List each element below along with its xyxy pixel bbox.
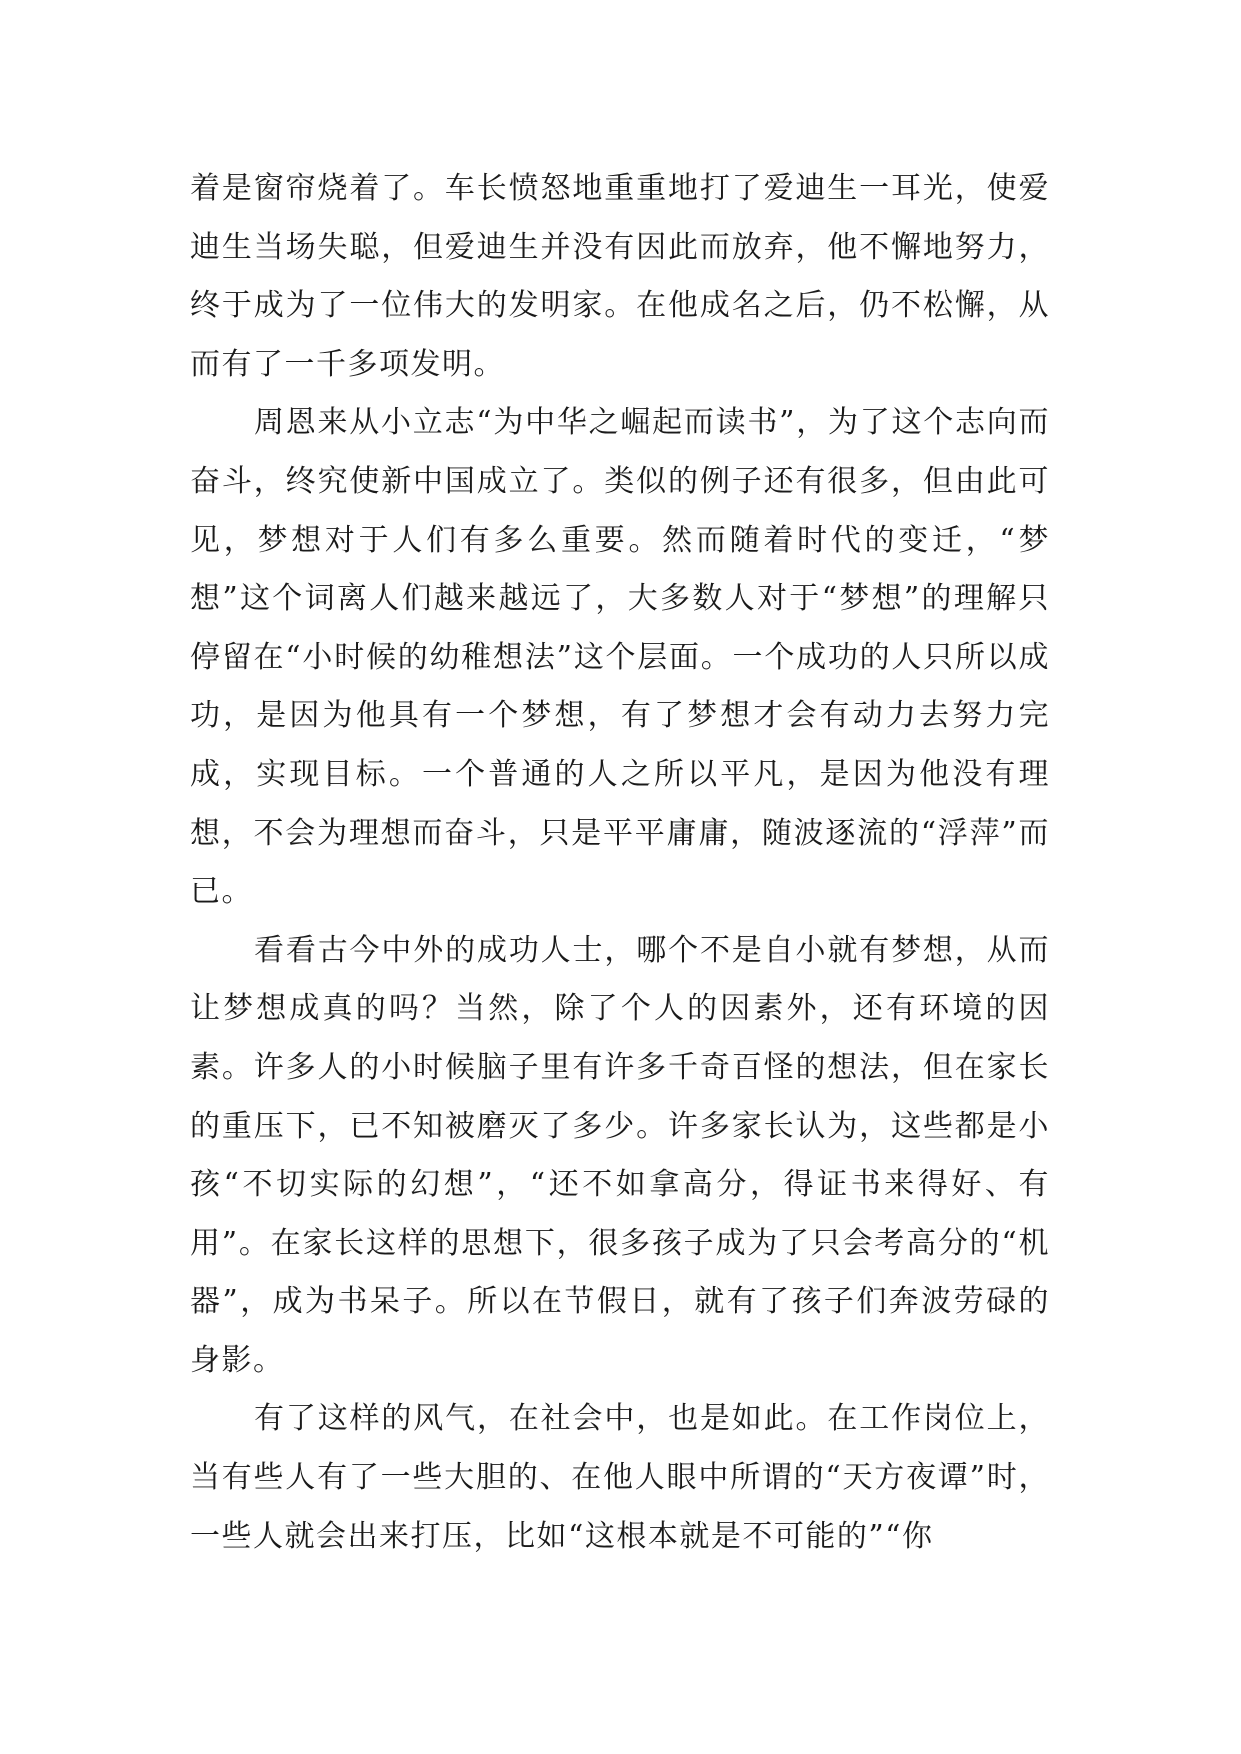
paragraph-successful-people: 看看古今中外的成功人士，哪个不是自小就有梦想，从而让梦想成真的吗？当然，除了个人的因素外，还有环境的因素。许多人的小时候脑子里有许多千奇百怪的想法，但在家长的重压下，已不知被磨灭了多少。许多家长认为，这些都是小孩“不切实际的幻想”，“还不如拿高分，得证书来得好、有用”。在家长这样的思想下，很多孩子成为了只会考高分的“机器”，成为书呆子。所以在节假日，就有了孩子们奔波劳碌的身影。 — [190, 932, 1050, 1378]
document-page — [190, 160, 1050, 1566]
paragraph-edison: 着是窗帘烧着了。车长愤怒地重重地打了爱迪生一耳光，使爱迪生当场失聪，但爱迪生并没有因此而放弃，他不懈地努力，终于成为了一位伟大的发明家。在他成名之后，仍不松懈，从而有了一千多项发明。 — [190, 171, 1050, 382]
paragraph-society: 有了这样的风气，在社会中，也是如此。在工作岗位上，当有些人有了一些大胆的、在他人眼中所谓的“天方夜谭”时，一些人就会出来打压，比如“这根本就是不可能的”“你 — [190, 1401, 1050, 1554]
paragraph-zhou-enlai: 周恩来从小立志“为中华之崛起而读书”，为了这个志向而奋斗，终究使新中国成立了。类似的例子还有很多，但由此可见，梦想对于人们有多么重要。然而随着时代的变迁，“梦想”这个词离人们越来越远了，大多数人对于“梦想”的理解只停留在“小时候的幼稚想法”这个层面。一个成功的人只所以成功，是因为他具有一个梦想，有了梦想才会有动力去努力完成，实现目标。一个普通的人之所以平凡，是因为他没有理想，不会为理想而奋斗，只是平平庸庸，随波逐流的“浮萍”而已。 — [190, 405, 1050, 910]
